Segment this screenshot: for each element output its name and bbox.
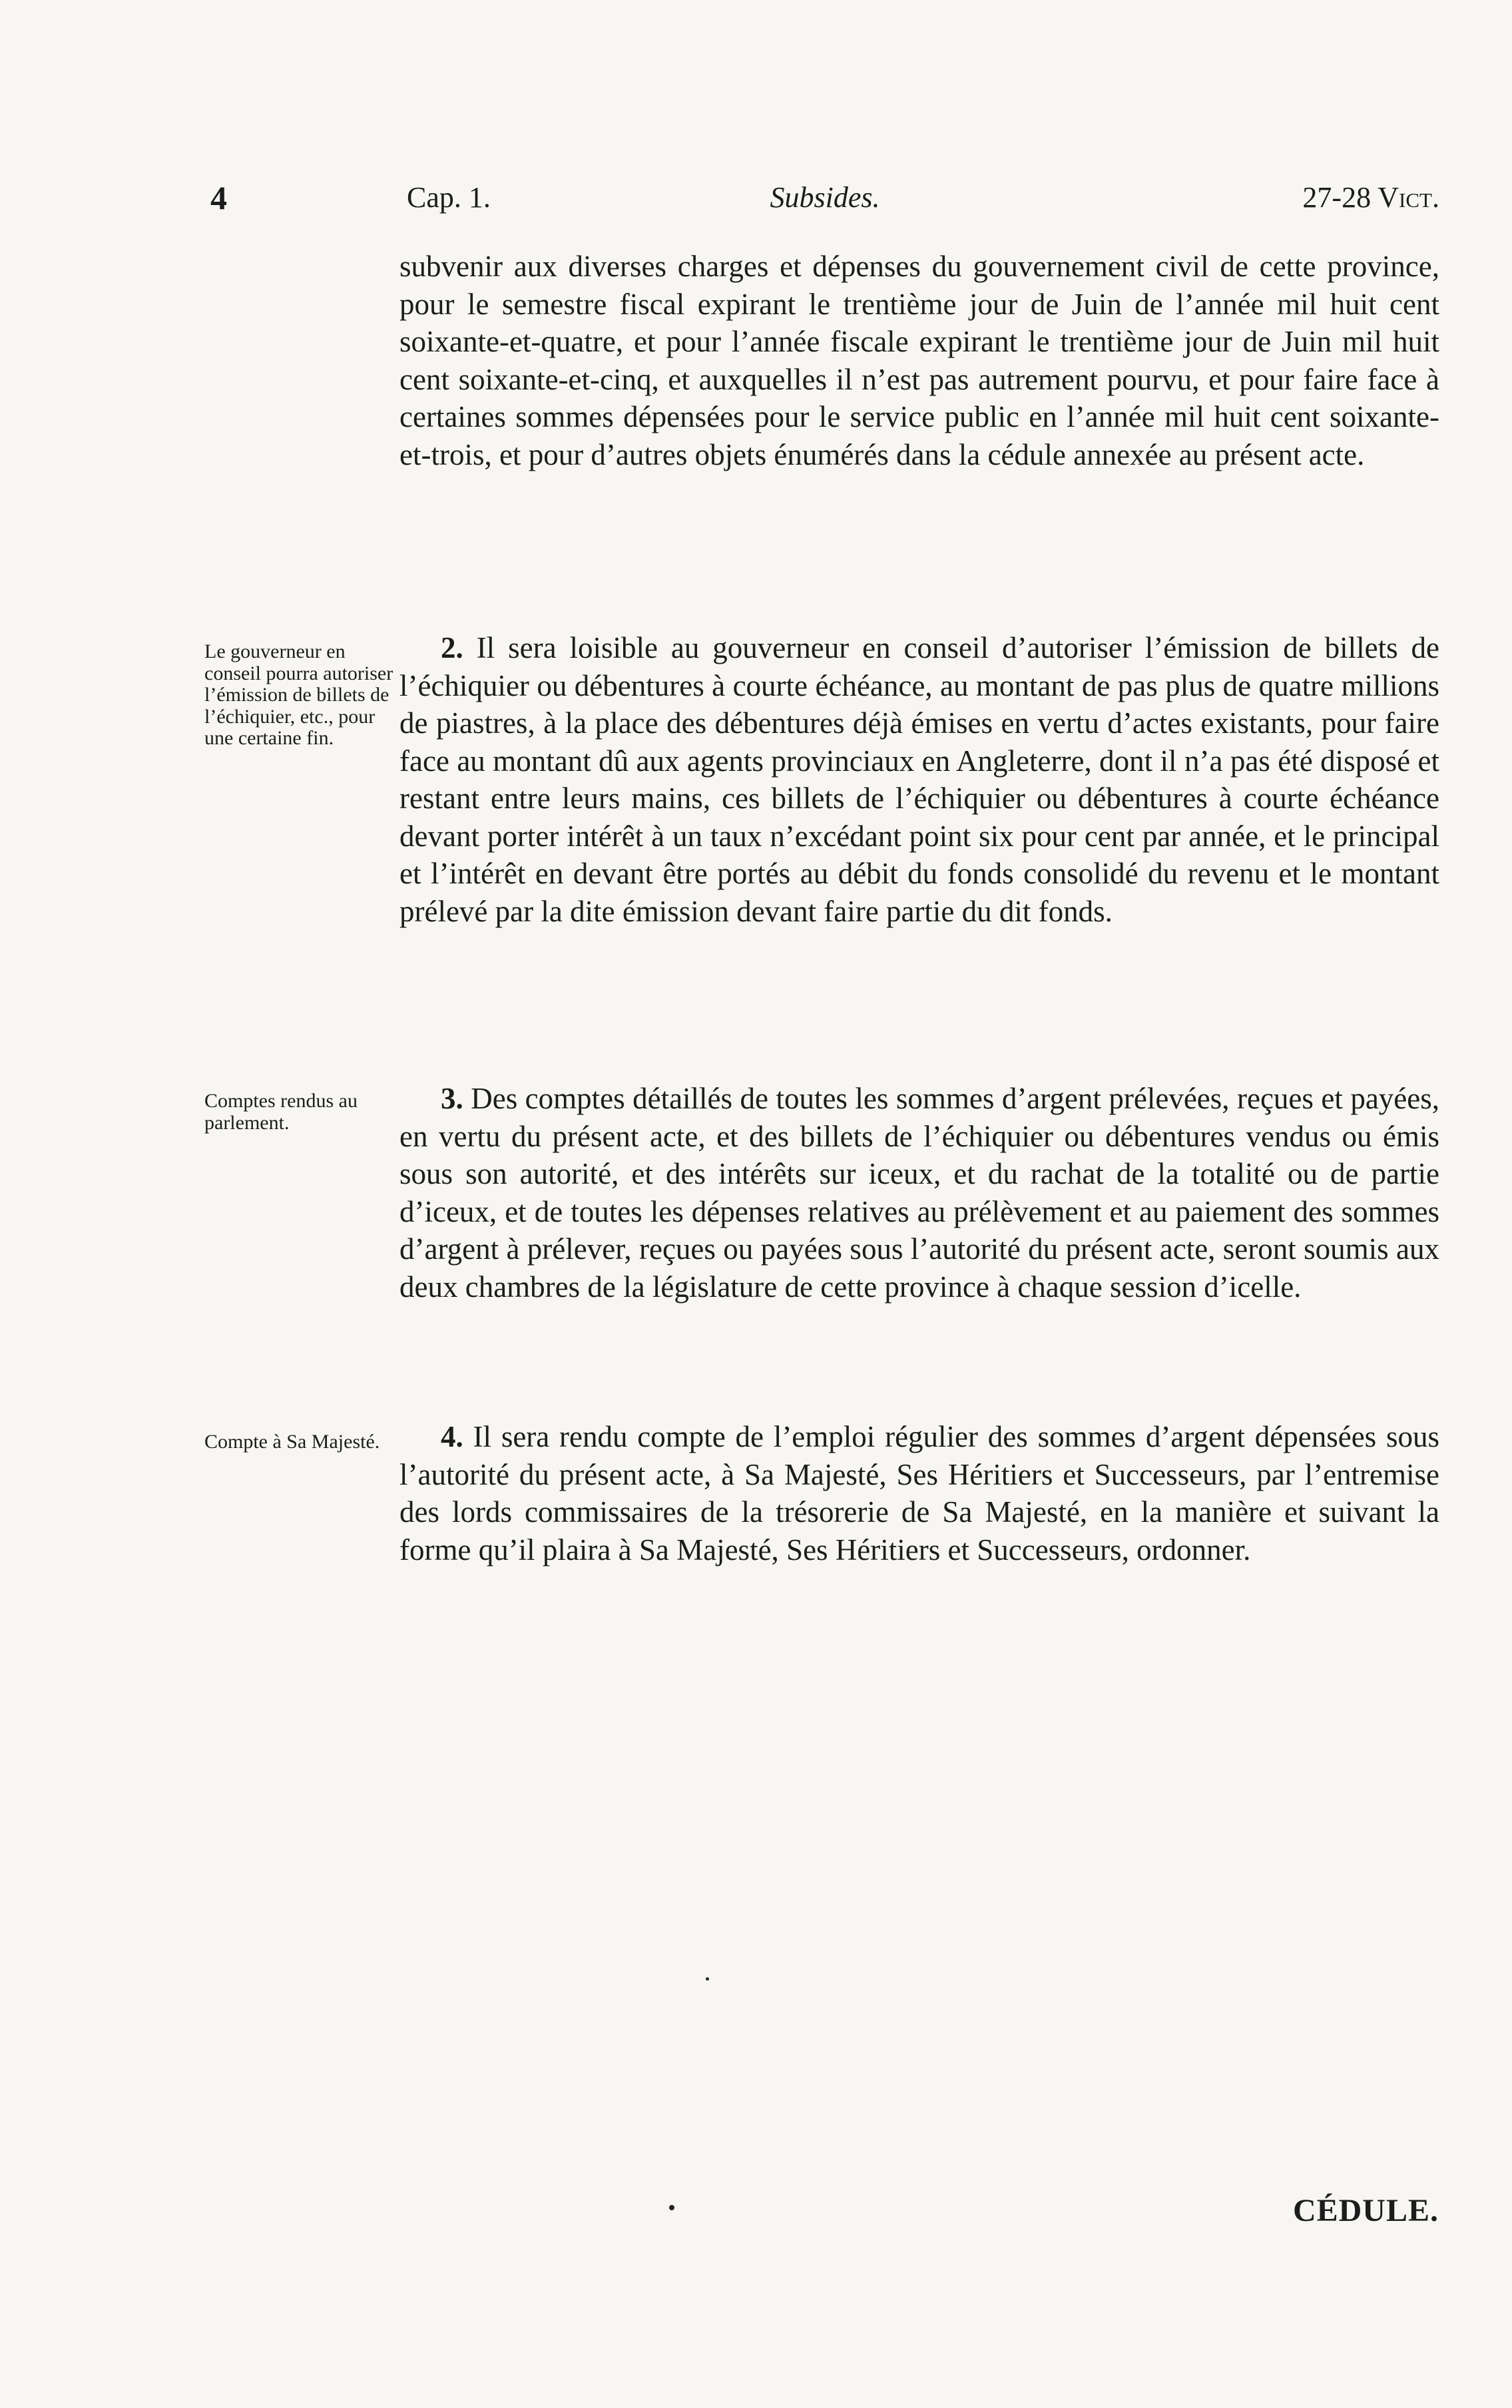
section-4-paragraph (399, 1418, 1439, 1568)
paragraph-continuation (399, 248, 1439, 473)
ink-speck (669, 2205, 674, 2210)
paragraph-text: subvenir aux diverses charges et dépenses du gouvernement civil de cette province, pour le semestre fiscal expirant le trentième jour de Juin de l’année mil huit cent soixante-et-quatre, et pour l’année fiscale expirant le trentième jour de Juin mil huit cent soixante-et-cinq, et auxquelles il n’est pas autrement pourvu, et pour faire face à certaines sommes dépensées pour le service public en l’année mil huit cent soixante-et-trois, et pour d’autres objets énumérés dans la cédule annexée au présent acte. (399, 250, 1439, 471)
section-number: 2. (441, 631, 463, 664)
page-number: 4 (210, 179, 227, 216)
subject-title: Subsides. (770, 181, 880, 214)
margin-note-section-2: Le gouverneur en conseil pourra autoriser l’émission de billets de l’échiquier, etc., pour une certaine fin. (204, 640, 393, 749)
paragraph-text: Il sera rendu compte de l’emploi régulier des sommes d’argent dépensées sous l’autorité du présent acte, à Sa Majesté, Ses Héritiers et Successeurs, par l’entremise des lords commissaires de la trésorerie de Sa Majesté, en la manière et suivant la forme qu’il plaira à Sa Majesté, Ses Héritiers et Successeurs, ordonner. (399, 1420, 1439, 1566)
margin-note-section-3: Comptes rendus au parlement. (204, 1090, 358, 1134)
section-2-paragraph (399, 629, 1439, 930)
section-number: 3. (441, 1082, 463, 1115)
running-head (210, 174, 1439, 221)
schedule-heading: CÉDULE. (1292, 2193, 1439, 2228)
chapter-label: Cap. 1. (407, 181, 491, 214)
margin-note-section-4: Compte à Sa Majesté. (204, 1431, 380, 1453)
regnal-year: 27-28 Vict. (1302, 181, 1439, 214)
paragraph-text: Des comptes détaillés de toutes les sommes d’argent prélevées, reçues et payées, en vertu du présent acte, et des billets de l’échiquier ou débentures vendus ou émis sous son autorité, et des intérêts sur iceux, et du rachat de la totalité ou de partie d’iceux, et de toutes les dépenses relatives au prélèvement et au paiement des sommes d’argent à prélever, reçues ou payées sous l’autorité du présent acte, seront soumis aux deux chambres de la législature de cette province à chaque session d’icelle. (399, 1082, 1439, 1304)
paragraph-text: Il sera loisible au gouverneur en conseil d’autoriser l’émission de billets de l’échiquier ou débentures à courte échéance, au montant de pas plus de quatre millions de piastres, à la place des débentures déjà émises en vertu d’actes existants, pour faire face au montant dû aux agents provinciaux en Angleterre, dont il n’a pas été disposé et restant entre leurs mains, ces billets de l’échiquier ou débentures à courte échéance devant porter intérêt à un taux n’excédant point six pour cent par année, et le principal et l’intérêt en devant être portés au débit du fonds consolidé du revenu et le montant prélevé par la dite émission devant faire partie du dit fonds. (399, 631, 1440, 928)
section-3-paragraph (399, 1080, 1439, 1306)
ink-speck (706, 1977, 709, 1981)
section-number: 4. (441, 1420, 463, 1453)
